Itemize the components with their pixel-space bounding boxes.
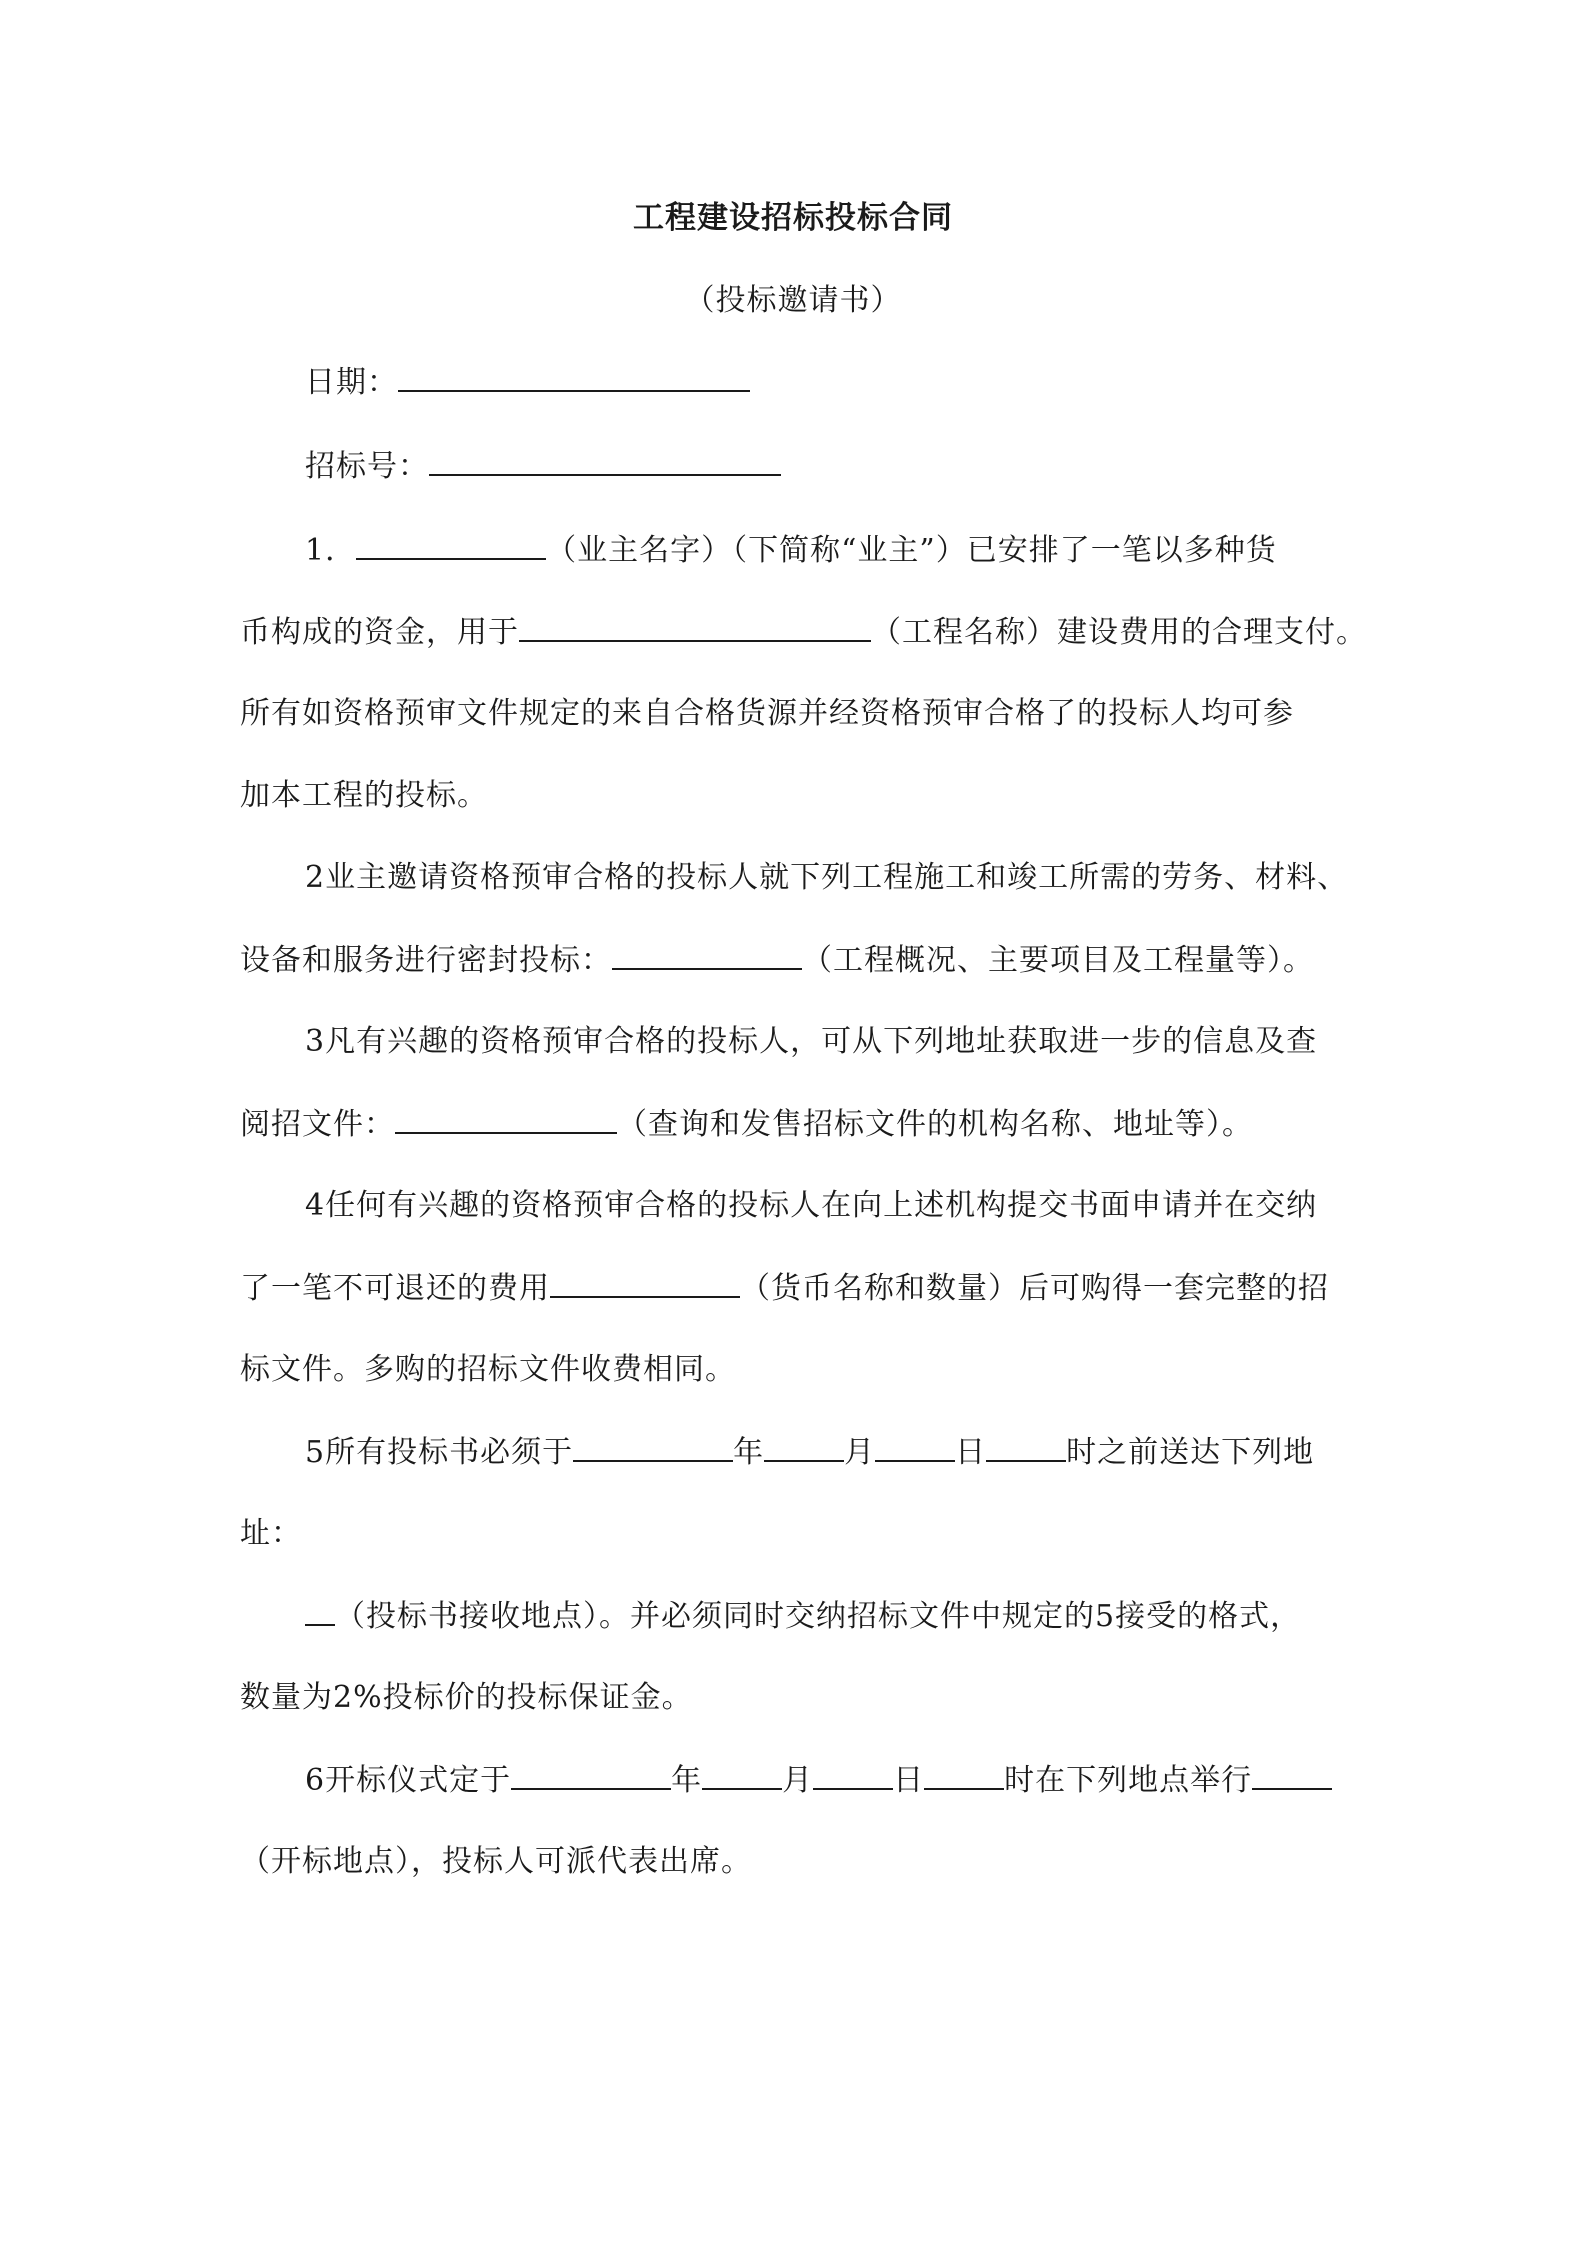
opening-year-blank[interactable] bbox=[511, 1760, 671, 1790]
owner-name-blank[interactable] bbox=[356, 530, 546, 560]
document-title: 工程建设招标投标合同 bbox=[633, 200, 953, 236]
p2-text2b: （工程概况、主要项目及工程量等）。 bbox=[802, 943, 1314, 978]
p5-line4: 数量为2%投标价的投标保证金。 bbox=[240, 1680, 693, 1715]
p2-text2a: 设备和服务进行密封投标： bbox=[240, 943, 612, 978]
p1-line3: 所有如资格预审文件规定的来自合格货源并经资格预审合格了的投标人均可参 bbox=[240, 696, 1294, 731]
p5-line1 bbox=[305, 1432, 1314, 1473]
p4-line1: 4任何有兴趣的资格预审合格的投标人在向上述机构提交书面申请并在交纳 bbox=[305, 1188, 1318, 1223]
agency-blank[interactable] bbox=[395, 1104, 617, 1134]
date-blank[interactable] bbox=[398, 362, 750, 392]
opening-location-blank[interactable] bbox=[1252, 1760, 1332, 1790]
p4-text2a: 了一笔不可退还的费用 bbox=[240, 1271, 550, 1306]
bid-no-label: 招标号： bbox=[305, 449, 429, 484]
p6-text1a: 6开标仪式定于 bbox=[305, 1763, 512, 1798]
p5-line3 bbox=[305, 1596, 1301, 1637]
p5-text1a: 5所有投标书必须于 bbox=[305, 1435, 574, 1470]
p4-line3: 标文件。多购的招标文件收费相同。 bbox=[240, 1352, 736, 1387]
opening-day-blank[interactable] bbox=[813, 1760, 893, 1790]
p1-text2b: （工程名称）建设费用的合理支付。 bbox=[871, 615, 1367, 650]
p4-text2b: （货币名称和数量）后可购得一套完整的招 bbox=[740, 1271, 1329, 1306]
deadline-year-blank[interactable] bbox=[573, 1432, 733, 1462]
p2-line2 bbox=[240, 940, 1314, 981]
p1-text2a: 币构成的资金，用于 bbox=[240, 615, 519, 650]
p6-text1b: 时在下列地点举行 bbox=[1004, 1763, 1253, 1798]
p1-number: 1． bbox=[305, 533, 357, 568]
deadline-day-blank[interactable] bbox=[875, 1432, 955, 1462]
p6-line2: （开标地点），投标人可派代表出席。 bbox=[240, 1844, 752, 1879]
p3-text2b: （查询和发售招标文件的机构名称、地址等）。 bbox=[617, 1107, 1253, 1142]
p5-text1b: 时之前送达下列地 bbox=[1066, 1435, 1315, 1470]
p5-line2: 址： bbox=[240, 1516, 302, 1551]
p6-year-label: 年 bbox=[671, 1763, 703, 1798]
p4-line2 bbox=[240, 1268, 1329, 1309]
project-overview-blank[interactable] bbox=[612, 940, 802, 970]
date-line bbox=[305, 362, 750, 403]
date-label: 日期： bbox=[305, 365, 398, 400]
p5-year-label: 年 bbox=[733, 1435, 765, 1470]
p6-day-label: 日 bbox=[893, 1763, 925, 1798]
deadline-hour-blank[interactable] bbox=[986, 1432, 1066, 1462]
p6-line1 bbox=[305, 1760, 1332, 1801]
fee-blank[interactable] bbox=[550, 1268, 740, 1298]
opening-month-blank[interactable] bbox=[702, 1760, 782, 1790]
p6-month-label: 月 bbox=[782, 1763, 814, 1798]
document-subtitle: （投标邀请书） bbox=[684, 283, 902, 318]
p3-line2 bbox=[240, 1104, 1253, 1145]
project-name-blank[interactable] bbox=[519, 612, 871, 642]
p3-text2a: 阅招文件： bbox=[240, 1107, 395, 1142]
p5-day-label: 日 bbox=[955, 1435, 987, 1470]
p2-line1: 2业主邀请资格预审合格的投标人就下列工程施工和竣工所需的劳务、材料、 bbox=[305, 860, 1349, 895]
p1-line1 bbox=[305, 530, 1277, 571]
deadline-month-blank[interactable] bbox=[764, 1432, 844, 1462]
p5-month-label: 月 bbox=[844, 1435, 876, 1470]
opening-hour-blank[interactable] bbox=[924, 1760, 1004, 1790]
p3-line1: 3凡有兴趣的资格预审合格的投标人，可从下列地址获取进一步的信息及查 bbox=[305, 1024, 1318, 1059]
receiving-location-blank[interactable] bbox=[305, 1596, 335, 1626]
bid-no-blank[interactable] bbox=[429, 446, 781, 476]
p1-line4: 加本工程的投标。 bbox=[240, 778, 488, 813]
p1-text1: （业主名字）（下简称“业主”）已安排了一笔以多种货 bbox=[546, 533, 1277, 568]
p5-text3: （投标书接收地点）。并必须同时交纳招标文件中规定的5接受的格式， bbox=[335, 1599, 1302, 1634]
bid-no-line bbox=[305, 446, 781, 487]
p1-line2 bbox=[240, 612, 1367, 653]
